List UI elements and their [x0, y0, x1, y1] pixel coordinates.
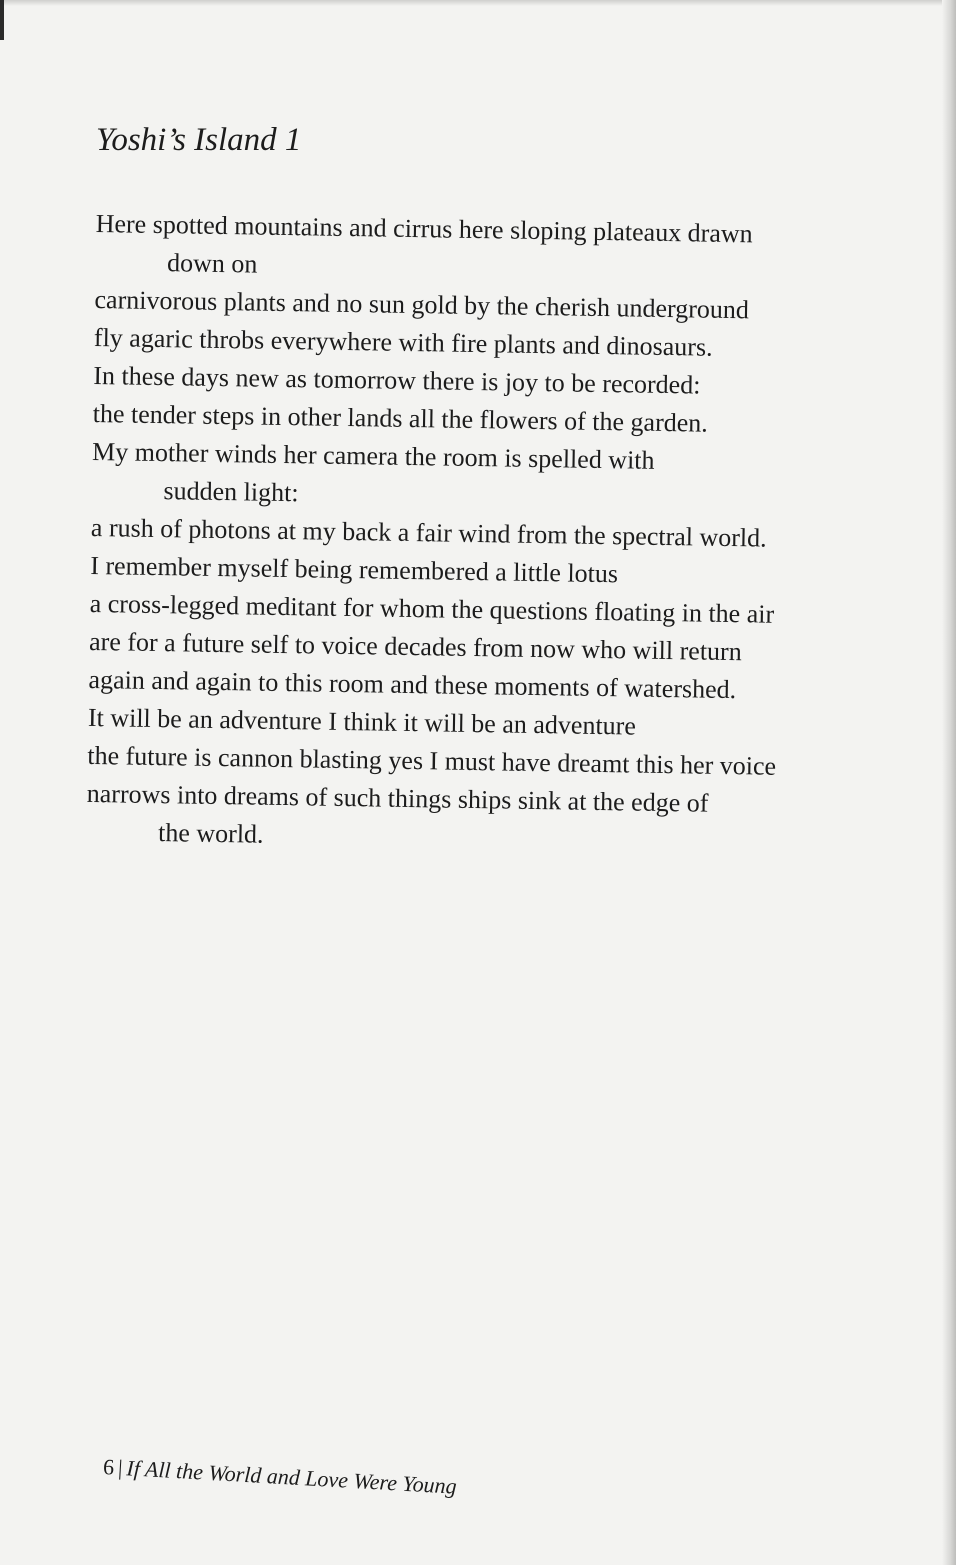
- book-title: If All the World and Love Were Young: [125, 1455, 458, 1499]
- footer-separator: |: [117, 1454, 124, 1481]
- poem-line-continuation: sudden light:: [163, 476, 299, 508]
- poem-line: I remember myself being remembered a little lotus: [90, 550, 619, 589]
- page-top-edge: [0, 0, 956, 6]
- poem-line: narrows into dreams of such things ships sink at the edge of: [86, 778, 709, 818]
- page-left-mark: [0, 0, 4, 40]
- poem-line: the future is cannon blasting yes I must have dreamt this her voice: [87, 740, 777, 781]
- poem-line: In these days new as tomorrow there is joy to be recorded:: [93, 360, 701, 400]
- poem-body: [86, 205, 896, 863]
- poem-line: a cross-legged meditant for whom the questions floating in the air: [89, 588, 775, 629]
- poem-line: It will be an adventure I think it will be an adventure: [87, 702, 637, 741]
- poem-line-continuation: down on: [166, 248, 258, 279]
- poem-line: a rush of photons at my back a fair wind from the spectral world.: [90, 512, 767, 553]
- poem-line: Here spotted mountains and cirrus here sloping plateaux drawn: [95, 208, 753, 249]
- poem-line: fly agaric throbs everywhere with fire plants and dinosaurs.: [93, 322, 713, 362]
- poem-line: My mother winds her camera the room is spelled with: [91, 436, 655, 475]
- poem-line: carnivorous plants and no sun gold by the cherish underground: [94, 284, 750, 325]
- page-right-edge: [942, 0, 956, 1565]
- poem-title: Yoshi’s Island 1: [96, 122, 302, 158]
- poem-line-continuation: the world.: [157, 818, 264, 849]
- poem-line: are for a future self to voice decades from now who will return: [88, 626, 742, 667]
- poem-line: the tender steps in other lands all the flowers of the garden.: [92, 398, 709, 438]
- poem-line: again and again to this room and these moments of watershed.: [88, 664, 737, 705]
- page-footer: [102, 1452, 457, 1502]
- page-number: 6: [102, 1453, 115, 1480]
